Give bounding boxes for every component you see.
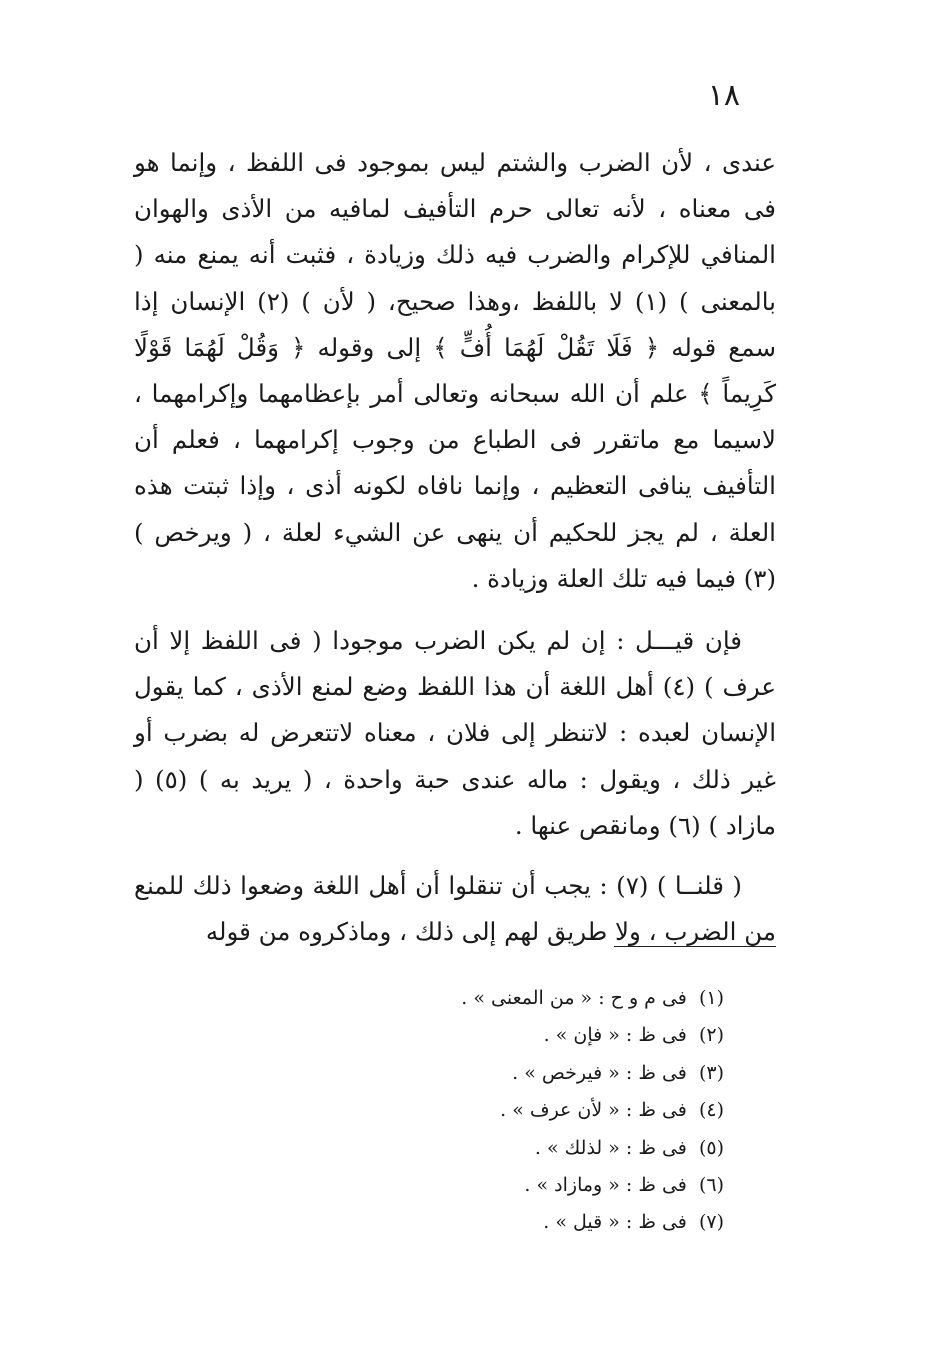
footnote-number: (٥) bbox=[698, 1136, 724, 1159]
footnote bbox=[304, 1204, 724, 1241]
paragraph-1: عندى ، لأن الضرب والشتم ليس بموجود فى اللفظ ، وإنما هو فى معناه ، لأنه تعالى حرم التأفيف لمافيه من الأذى والهوان المنافي للإكرام والضرب فيه ذلك وزيادة ، فثبت أنه يمنع منه ( بالمعنى ) (١) لا باللفظ ،وهذا صحيح، ( لأن ) (٢) الإنسان إذا سمع قوله ﴿ فَلَا تَقُلْ لَهُمَا أُفٍّ ﴾ إلى وقوله ﴿ وَقُلْ لَهُمَا قَوْلًا كَرِيماً ﴾ علم أن الله سبحانه وتعالى أمر بإعظامهما وإكرامهما ، لاسيما مع ماتقرر فى الطباع من وجوب إكرامهما ، فعلم أن التأفيف ينافى التعظيم ، وإنما نافاه لكونه أذى ، وإذا ثبتت هذه العلة ، لم يجز للحكيم أن ينهى عن الشيء لعلة ، ( ويرخص ) (٣) فيما فيه تلك العلة وزيادة . bbox=[134, 148, 776, 593]
footnote-number: (٣) bbox=[698, 1061, 724, 1084]
page-number: ١٨ bbox=[707, 78, 740, 113]
footnote-text: فى م و ح : « من المعنى » . bbox=[461, 987, 687, 1009]
footnote-number: (٧) bbox=[698, 1211, 724, 1234]
body-text bbox=[134, 140, 776, 955]
footnote-text: فى ظ : « فإن » . bbox=[543, 1024, 687, 1047]
footnote-separator bbox=[614, 946, 776, 947]
footnote-text: فى ظ : « ومازاد » . bbox=[524, 1174, 687, 1197]
footnotes-list bbox=[304, 980, 724, 1242]
footnote bbox=[304, 1017, 724, 1054]
footnote bbox=[304, 1092, 724, 1129]
footnote-text: فى ظ : « قيل » . bbox=[543, 1211, 687, 1234]
footnote-number: (٤) bbox=[698, 1099, 724, 1122]
footnote-number: (١) bbox=[698, 987, 724, 1009]
footnote-text: فى ظ : « فيرخص » . bbox=[512, 1061, 687, 1084]
paragraph-2: فإن قيـــل : إن لم يكن الضرب موجودا ( فى اللفظ إلا أن عرف ) (٤) أهل اللغة أن هذا اللفظ وضع لمنع الأذى ، كما يقول الإنسان لعبده : لاتنظر إلى فلان ، معناه لاتتعرض له بضرب أو غير ذلك ، ويقول : ماله عندى حبة واحدة ، ( يريد به ) (٥) ( مازاد ) (٦) ومانقص عنها . bbox=[134, 626, 776, 840]
footnote bbox=[304, 1055, 724, 1092]
paragraph-3: ( قلنــا ) (٧) : يجب أن تنقلوا أن أهل اللغة وضعوا ذلك للمنع من الضرب ، ولا طريق لهم إلى ذلك ، وماذكروه من قوله bbox=[134, 871, 776, 947]
footnote bbox=[304, 1167, 724, 1204]
footnote-number: (٢) bbox=[698, 1024, 724, 1047]
footnote bbox=[304, 1130, 724, 1167]
footnote-number: (٦) bbox=[698, 1174, 724, 1197]
footnote-text: فى ظ : « لأن عرف » . bbox=[500, 1099, 687, 1122]
footnote bbox=[304, 980, 724, 1017]
footnote-text: فى ظ : « لذلك » . bbox=[534, 1136, 687, 1159]
